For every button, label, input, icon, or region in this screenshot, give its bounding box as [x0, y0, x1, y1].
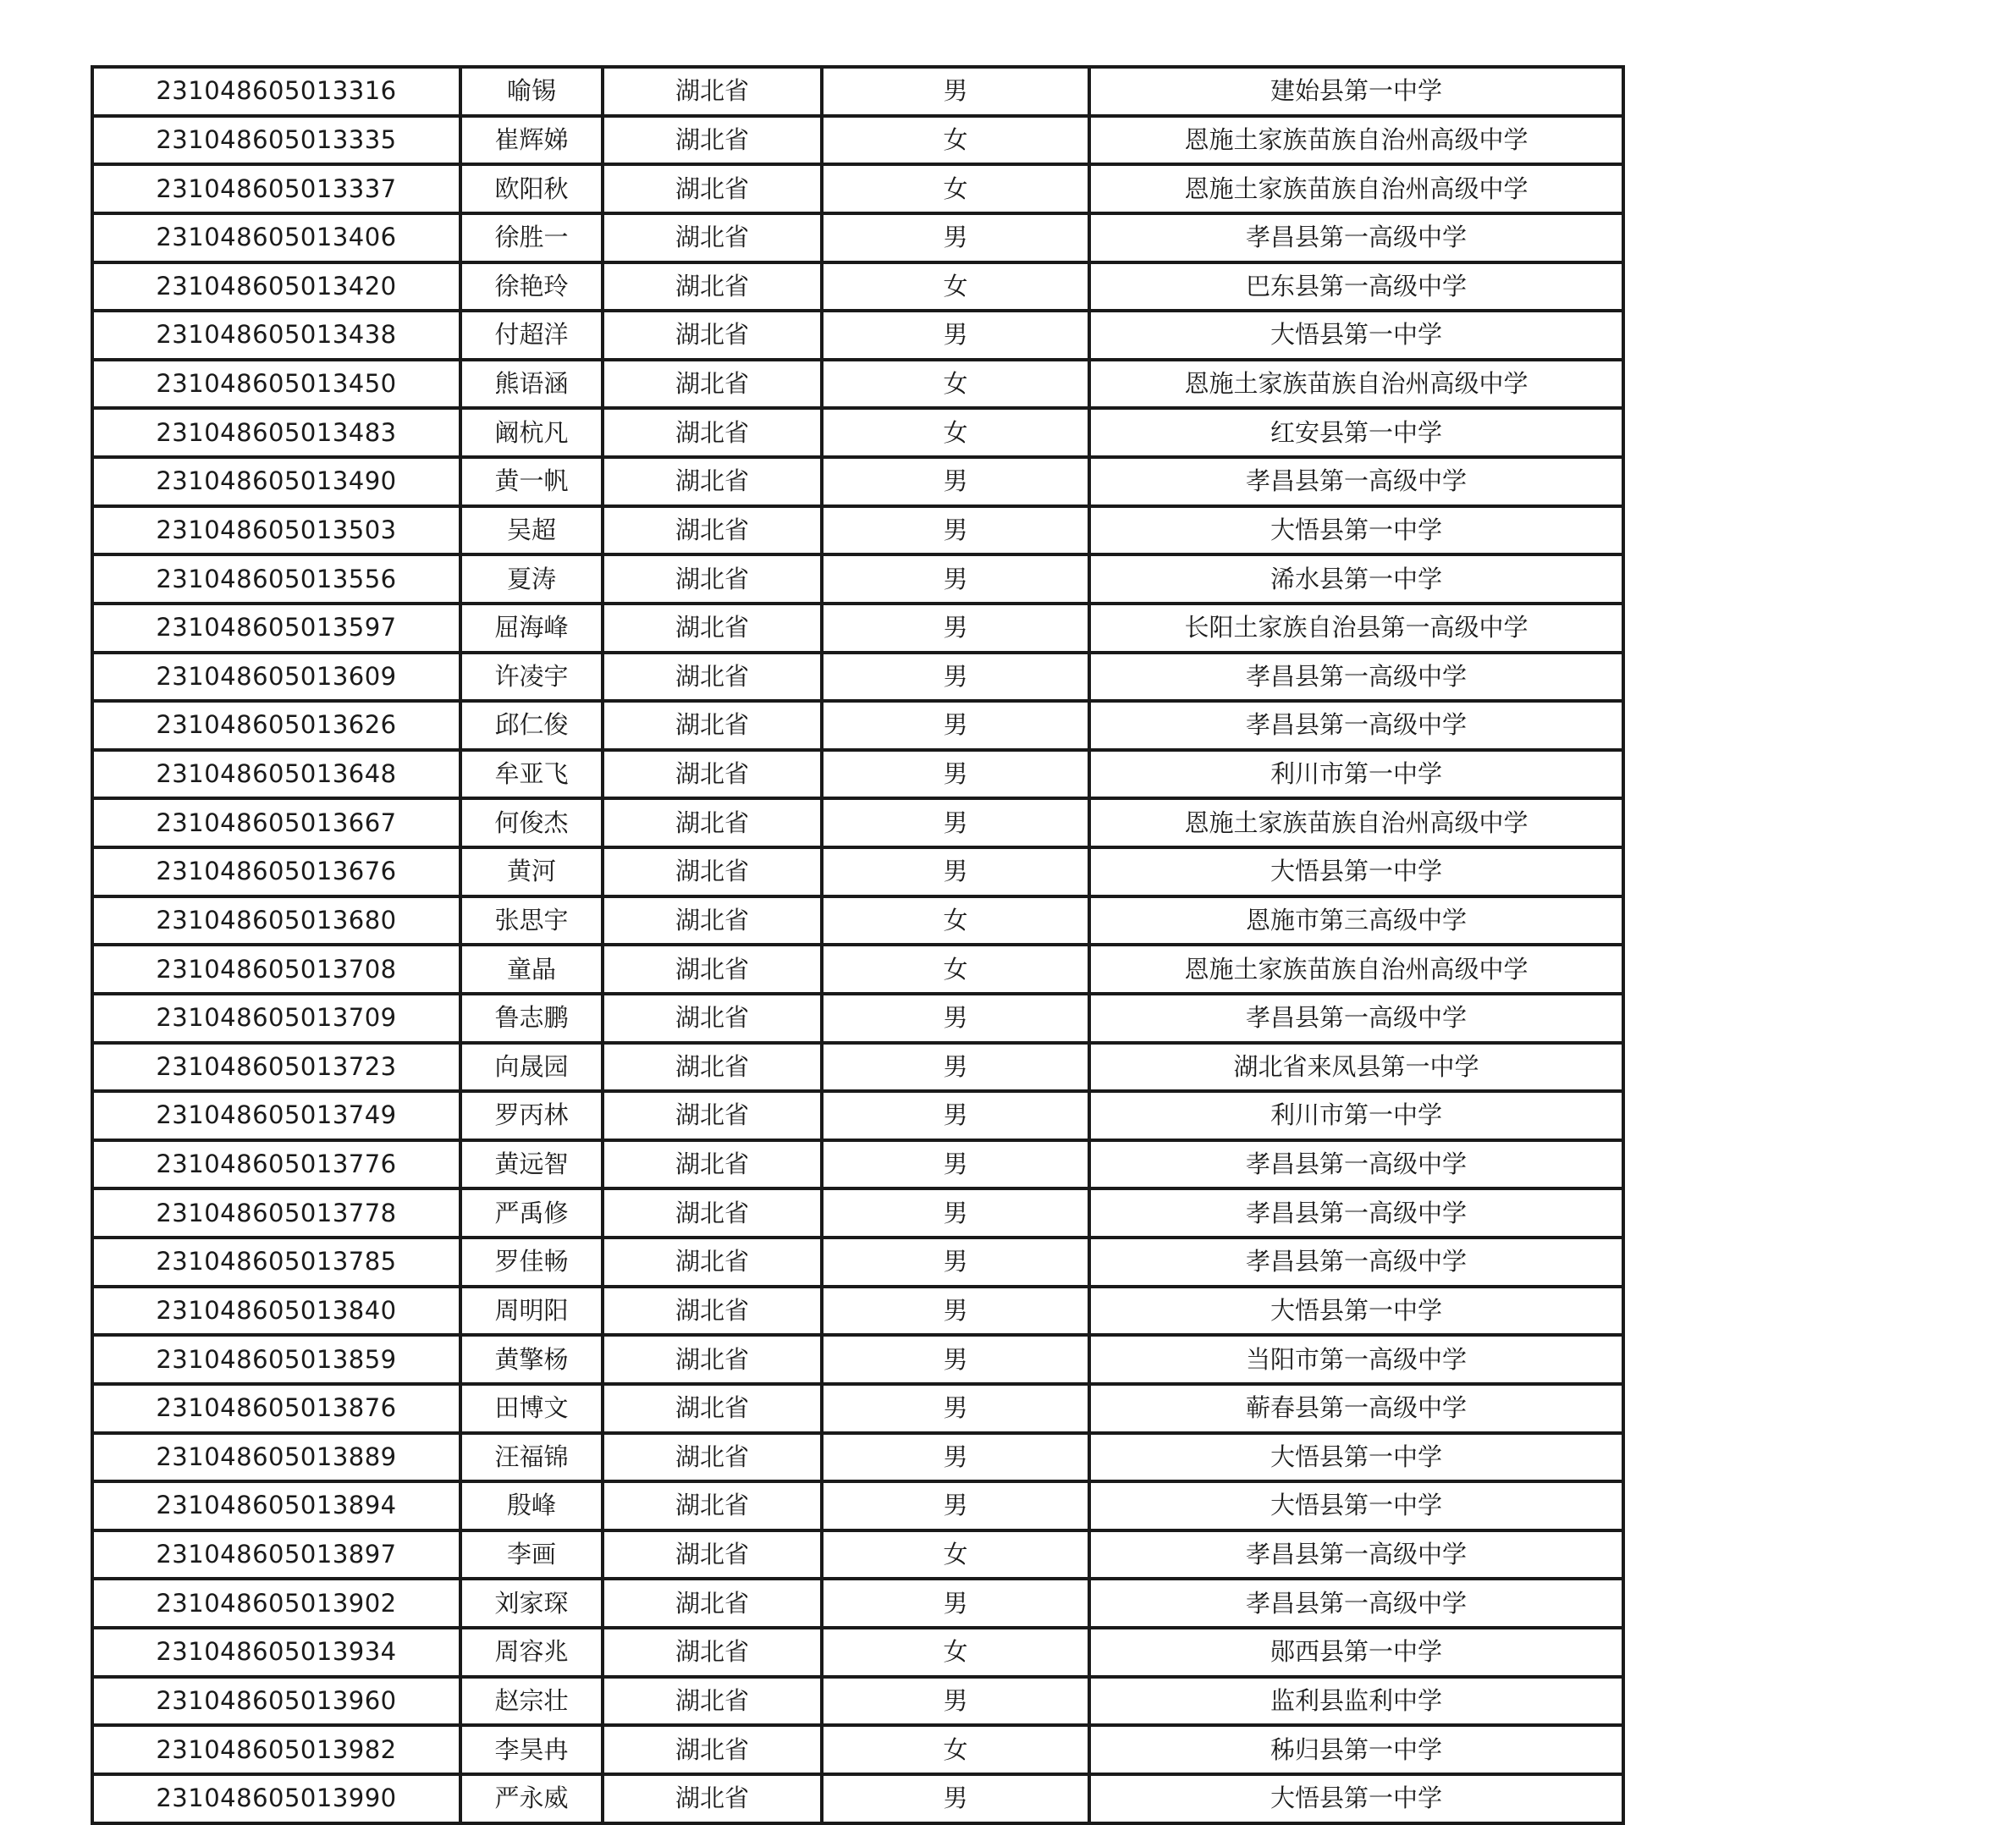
table-row	[92, 67, 1623, 116]
school-name-cell: 孝昌县第一高级中学	[1089, 1579, 1623, 1628]
table-row	[92, 311, 1623, 360]
table-row	[92, 1481, 1623, 1530]
table-row	[92, 1433, 1623, 1482]
province-cell: 湖北省	[603, 506, 822, 555]
table-row	[92, 457, 1623, 506]
school-name-cell: 大悟县第一中学	[1089, 1481, 1623, 1530]
student-name-cell: 李昊冉	[460, 1725, 603, 1774]
province-cell: 湖北省	[603, 701, 822, 750]
school-name-cell: 红安县第一中学	[1089, 408, 1623, 457]
student-name-cell: 崔辉娣	[460, 116, 603, 165]
exam-id-cell: 231048605013490	[92, 457, 460, 506]
province-cell: 湖北省	[603, 67, 822, 116]
student-name-cell: 徐艳玲	[460, 262, 603, 312]
student-name-cell: 欧阳秋	[460, 164, 603, 213]
gender-cell: 男	[822, 67, 1089, 116]
student-name-cell: 付超洋	[460, 311, 603, 360]
exam-id-cell: 231048605013889	[92, 1433, 460, 1482]
school-name-cell: 建始县第一中学	[1089, 67, 1623, 116]
student-name-cell: 童晶	[460, 945, 603, 994]
school-name-cell: 大悟县第一中学	[1089, 506, 1623, 555]
gender-cell: 男	[822, 1188, 1089, 1238]
exam-id-cell: 231048605013960	[92, 1677, 460, 1726]
exam-id-cell: 231048605013749	[92, 1091, 460, 1140]
table-row	[92, 1238, 1623, 1287]
table-row	[92, 750, 1623, 799]
school-name-cell: 孝昌县第一高级中学	[1089, 1140, 1623, 1189]
student-name-cell: 赵宗壮	[460, 1677, 603, 1726]
table-row	[92, 116, 1623, 165]
province-cell: 湖北省	[603, 262, 822, 312]
school-name-cell: 当阳市第一高级中学	[1089, 1335, 1623, 1384]
exam-id-cell: 231048605013406	[92, 213, 460, 262]
student-name-cell: 阚杭凡	[460, 408, 603, 457]
province-cell: 湖北省	[603, 1481, 822, 1530]
exam-id-cell: 231048605013556	[92, 554, 460, 604]
student-name-cell: 熊语涵	[460, 360, 603, 409]
student-name-cell: 牟亚飞	[460, 750, 603, 799]
student-name-cell: 黄一帆	[460, 457, 603, 506]
exam-id-cell: 231048605013450	[92, 360, 460, 409]
province-cell: 湖北省	[603, 360, 822, 409]
exam-id-cell: 231048605013897	[92, 1530, 460, 1580]
school-name-cell: 长阳土家族自治县第一高级中学	[1089, 604, 1623, 653]
student-name-cell: 李画	[460, 1530, 603, 1580]
gender-cell: 男	[822, 847, 1089, 896]
school-name-cell: 大悟县第一中学	[1089, 311, 1623, 360]
gender-cell: 男	[822, 1774, 1089, 1823]
student-name-cell: 黄河	[460, 847, 603, 896]
student-name-cell: 罗佳畅	[460, 1238, 603, 1287]
province-cell: 湖北省	[603, 213, 822, 262]
school-name-cell: 郧西县第一中学	[1089, 1628, 1623, 1677]
province-cell: 湖北省	[603, 847, 822, 896]
province-cell: 湖北省	[603, 116, 822, 165]
school-name-cell: 恩施土家族苗族自治州高级中学	[1089, 116, 1623, 165]
gender-cell: 男	[822, 1287, 1089, 1336]
exam-id-cell: 231048605013776	[92, 1140, 460, 1189]
exam-id-cell: 231048605013982	[92, 1725, 460, 1774]
school-name-cell: 孝昌县第一高级中学	[1089, 213, 1623, 262]
province-cell: 湖北省	[603, 1774, 822, 1823]
student-name-cell: 鲁志鹏	[460, 994, 603, 1043]
gender-cell: 女	[822, 116, 1089, 165]
gender-cell: 男	[822, 1433, 1089, 1482]
exam-id-cell: 231048605013709	[92, 994, 460, 1043]
province-cell: 湖北省	[603, 554, 822, 604]
table-row	[92, 1384, 1623, 1433]
school-name-cell: 恩施市第三高级中学	[1089, 896, 1623, 946]
table-row	[92, 408, 1623, 457]
gender-cell: 男	[822, 1481, 1089, 1530]
school-name-cell: 湖北省来凤县第一中学	[1089, 1043, 1623, 1092]
province-cell: 湖北省	[603, 408, 822, 457]
school-name-cell: 孝昌县第一高级中学	[1089, 994, 1623, 1043]
gender-cell: 男	[822, 1579, 1089, 1628]
student-name-cell: 刘家琛	[460, 1579, 603, 1628]
exam-id-cell: 231048605013723	[92, 1043, 460, 1092]
gender-cell: 女	[822, 360, 1089, 409]
gender-cell: 男	[822, 213, 1089, 262]
school-name-cell: 孝昌县第一高级中学	[1089, 457, 1623, 506]
table-row	[92, 360, 1623, 409]
gender-cell: 男	[822, 1140, 1089, 1189]
province-cell: 湖北省	[603, 1043, 822, 1092]
student-name-cell: 周容兆	[460, 1628, 603, 1677]
exam-id-cell: 231048605013934	[92, 1628, 460, 1677]
student-name-cell: 何俊杰	[460, 798, 603, 847]
student-name-cell: 向晟园	[460, 1043, 603, 1092]
province-cell: 湖北省	[603, 1238, 822, 1287]
table-row	[92, 847, 1623, 896]
gender-cell: 男	[822, 1091, 1089, 1140]
table-row	[92, 1677, 1623, 1726]
province-cell: 湖北省	[603, 457, 822, 506]
table-row	[92, 1628, 1623, 1677]
province-cell: 湖北省	[603, 945, 822, 994]
gender-cell: 女	[822, 262, 1089, 312]
table-row	[92, 701, 1623, 750]
student-name-cell: 周明阳	[460, 1287, 603, 1336]
exam-id-cell: 231048605013316	[92, 67, 460, 116]
province-cell: 湖北省	[603, 1433, 822, 1482]
student-name-cell: 徐胜一	[460, 213, 603, 262]
school-name-cell: 孝昌县第一高级中学	[1089, 701, 1623, 750]
province-cell: 湖北省	[603, 750, 822, 799]
student-roster-table	[91, 65, 1625, 1825]
exam-id-cell: 231048605013438	[92, 311, 460, 360]
gender-cell: 男	[822, 701, 1089, 750]
exam-id-cell: 231048605013859	[92, 1335, 460, 1384]
exam-id-cell: 231048605013876	[92, 1384, 460, 1433]
roster-table-body	[92, 67, 1623, 1823]
table-row	[92, 896, 1623, 946]
province-cell: 湖北省	[603, 311, 822, 360]
school-name-cell: 大悟县第一中学	[1089, 847, 1623, 896]
gender-cell: 男	[822, 457, 1089, 506]
school-name-cell: 孝昌县第一高级中学	[1089, 653, 1623, 702]
province-cell: 湖北省	[603, 164, 822, 213]
table-row	[92, 604, 1623, 653]
school-name-cell: 大悟县第一中学	[1089, 1433, 1623, 1482]
student-name-cell: 吴超	[460, 506, 603, 555]
exam-id-cell: 231048605013648	[92, 750, 460, 799]
school-name-cell: 恩施土家族苗族自治州高级中学	[1089, 164, 1623, 213]
exam-id-cell: 231048605013708	[92, 945, 460, 994]
province-cell: 湖北省	[603, 1287, 822, 1336]
province-cell: 湖北省	[603, 653, 822, 702]
exam-id-cell: 231048605013894	[92, 1481, 460, 1530]
table-row	[92, 653, 1623, 702]
school-name-cell: 蕲春县第一高级中学	[1089, 1384, 1623, 1433]
exam-id-cell: 231048605013626	[92, 701, 460, 750]
gender-cell: 女	[822, 945, 1089, 994]
school-name-cell: 监利县监利中学	[1089, 1677, 1623, 1726]
gender-cell: 男	[822, 653, 1089, 702]
province-cell: 湖北省	[603, 896, 822, 946]
table-row	[92, 1287, 1623, 1336]
province-cell: 湖北省	[603, 1579, 822, 1628]
student-name-cell: 汪福锦	[460, 1433, 603, 1482]
exam-id-cell: 231048605013420	[92, 262, 460, 312]
exam-id-cell: 231048605013990	[92, 1774, 460, 1823]
student-name-cell: 罗丙林	[460, 1091, 603, 1140]
school-name-cell: 恩施土家族苗族自治州高级中学	[1089, 945, 1623, 994]
student-name-cell: 严永威	[460, 1774, 603, 1823]
gender-cell: 女	[822, 1628, 1089, 1677]
gender-cell: 男	[822, 798, 1089, 847]
table-row	[92, 1335, 1623, 1384]
gender-cell: 男	[822, 1043, 1089, 1092]
province-cell: 湖北省	[603, 994, 822, 1043]
table-row	[92, 945, 1623, 994]
table-row	[92, 213, 1623, 262]
student-name-cell: 屈海峰	[460, 604, 603, 653]
gender-cell: 女	[822, 1530, 1089, 1580]
student-name-cell: 夏涛	[460, 554, 603, 604]
exam-id-cell: 231048605013503	[92, 506, 460, 555]
school-name-cell: 浠水县第一中学	[1089, 554, 1623, 604]
table-row	[92, 1725, 1623, 1774]
table-row	[92, 1530, 1623, 1580]
gender-cell: 男	[822, 1384, 1089, 1433]
student-name-cell: 张思宇	[460, 896, 603, 946]
province-cell: 湖北省	[603, 798, 822, 847]
exam-id-cell: 231048605013676	[92, 847, 460, 896]
student-name-cell: 严禹修	[460, 1188, 603, 1238]
student-name-cell: 喻锡	[460, 67, 603, 116]
province-cell: 湖北省	[603, 1140, 822, 1189]
province-cell: 湖北省	[603, 1677, 822, 1726]
school-name-cell: 利川市第一中学	[1089, 1091, 1623, 1140]
table-row	[92, 1091, 1623, 1140]
province-cell: 湖北省	[603, 1530, 822, 1580]
province-cell: 湖北省	[603, 1335, 822, 1384]
gender-cell: 男	[822, 506, 1089, 555]
table-row	[92, 1043, 1623, 1092]
school-name-cell: 利川市第一中学	[1089, 750, 1623, 799]
school-name-cell: 孝昌县第一高级中学	[1089, 1530, 1623, 1580]
school-name-cell: 恩施土家族苗族自治州高级中学	[1089, 360, 1623, 409]
student-name-cell: 殷峰	[460, 1481, 603, 1530]
gender-cell: 男	[822, 311, 1089, 360]
gender-cell: 女	[822, 408, 1089, 457]
exam-id-cell: 231048605013778	[92, 1188, 460, 1238]
table-row	[92, 164, 1623, 213]
table-row	[92, 1140, 1623, 1189]
gender-cell: 女	[822, 1725, 1089, 1774]
school-name-cell: 巴东县第一高级中学	[1089, 262, 1623, 312]
school-name-cell: 大悟县第一中学	[1089, 1287, 1623, 1336]
exam-id-cell: 231048605013902	[92, 1579, 460, 1628]
exam-id-cell: 231048605013335	[92, 116, 460, 165]
table-row	[92, 1579, 1623, 1628]
table-row	[92, 1188, 1623, 1238]
table-row	[92, 1774, 1623, 1823]
school-name-cell: 大悟县第一中学	[1089, 1774, 1623, 1823]
student-name-cell: 黄远智	[460, 1140, 603, 1189]
exam-id-cell: 231048605013785	[92, 1238, 460, 1287]
gender-cell: 男	[822, 1238, 1089, 1287]
province-cell: 湖北省	[603, 1628, 822, 1677]
gender-cell: 男	[822, 554, 1089, 604]
exam-id-cell: 231048605013483	[92, 408, 460, 457]
gender-cell: 男	[822, 604, 1089, 653]
gender-cell: 男	[822, 1335, 1089, 1384]
province-cell: 湖北省	[603, 1725, 822, 1774]
province-cell: 湖北省	[603, 1384, 822, 1433]
exam-id-cell: 231048605013680	[92, 896, 460, 946]
school-name-cell: 孝昌县第一高级中学	[1089, 1238, 1623, 1287]
school-name-cell: 孝昌县第一高级中学	[1089, 1188, 1623, 1238]
table-row	[92, 798, 1623, 847]
table-row	[92, 506, 1623, 555]
table-row	[92, 554, 1623, 604]
school-name-cell: 恩施土家族苗族自治州高级中学	[1089, 798, 1623, 847]
gender-cell: 男	[822, 750, 1089, 799]
gender-cell: 男	[822, 1677, 1089, 1726]
table-row	[92, 994, 1623, 1043]
province-cell: 湖北省	[603, 1091, 822, 1140]
student-name-cell: 许凌宇	[460, 653, 603, 702]
exam-id-cell: 231048605013840	[92, 1287, 460, 1336]
student-name-cell: 黄擎杨	[460, 1335, 603, 1384]
province-cell: 湖北省	[603, 1188, 822, 1238]
student-name-cell: 田博文	[460, 1384, 603, 1433]
exam-id-cell: 231048605013667	[92, 798, 460, 847]
exam-id-cell: 231048605013597	[92, 604, 460, 653]
gender-cell: 女	[822, 896, 1089, 946]
gender-cell: 女	[822, 164, 1089, 213]
school-name-cell: 秭归县第一中学	[1089, 1725, 1623, 1774]
province-cell: 湖北省	[603, 604, 822, 653]
student-name-cell: 邱仁俊	[460, 701, 603, 750]
gender-cell: 男	[822, 994, 1089, 1043]
table-row	[92, 262, 1623, 312]
exam-id-cell: 231048605013609	[92, 653, 460, 702]
exam-id-cell: 231048605013337	[92, 164, 460, 213]
